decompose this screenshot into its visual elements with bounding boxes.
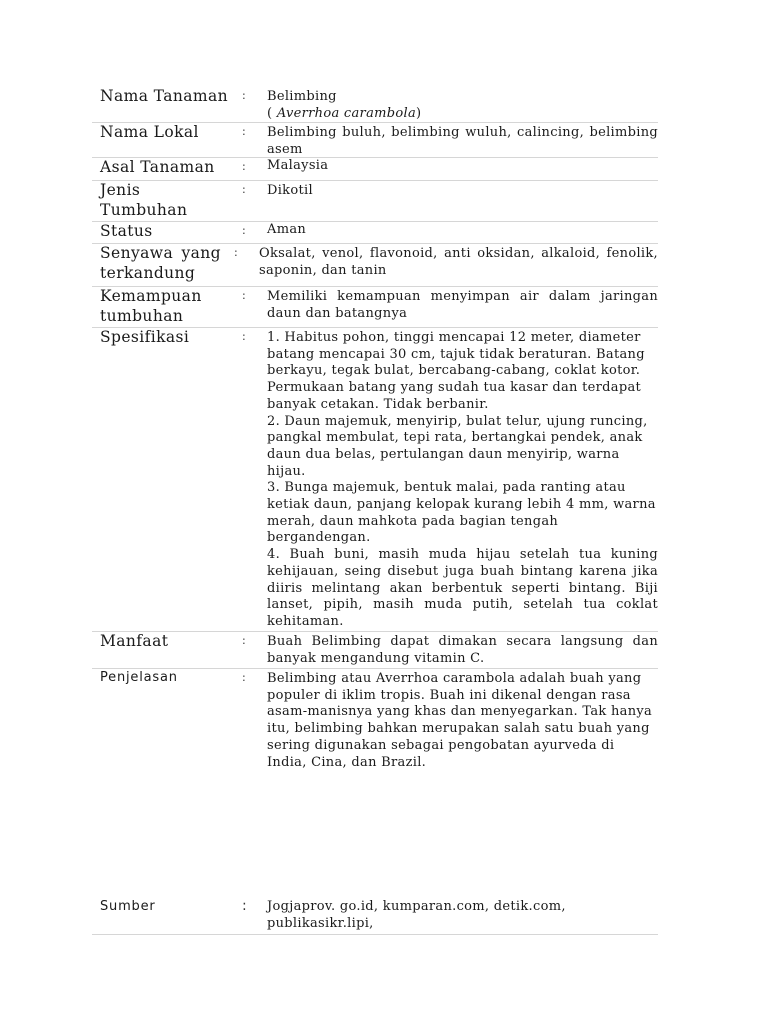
colon: : [242,330,246,343]
value-nama-lokal: Belimbing buluh, belimbing wuluh, calincing, belimbing asem [267,125,658,157]
label-senyawa: Senyawa yang terkandung [100,244,221,282]
paren-open: ( [267,105,277,121]
value-kemampuan: Memiliki kemampuan menyimpan air dalam jaringan daun dan batangnya [267,289,658,321]
row-senyawa [92,244,658,287]
row-nama-tanaman [92,87,658,123]
colon: : [242,89,246,102]
colon: : [242,898,247,914]
colon: : [242,160,246,173]
value-nama-tanaman [267,87,658,122]
row-penjelasan [92,669,658,895]
spesifikasi-item: 3. Bunga majemuk, bentuk malai, pada ranting atau ketiak daun, panjang kelopak kurang lebih 4 mm, warna merah, daun mahkota pada bagian tengah bergandengan. [267,480,656,546]
label-penjelasan: Penjelasan [100,670,178,685]
label-status: Status [100,222,153,240]
row-asal-tanaman [92,158,658,181]
label-jenis-tumbuhan: Jenis Tumbuhan [100,181,188,219]
spesifikasi-item: 2. Daun majemuk, menyirip, bulat telur, ujung runcing, pangkal membulat, tepi rata, bertangkai pendek, anak daun dua belas, pertulangan daun menyirip, warna hijau. [267,413,648,479]
label-manfaat: Manfaat [100,632,169,650]
colon: : [242,634,246,647]
value-senyawa: Oksalat, venol, flavonoid, anti oksidan, alkaloid, fenolik, saponin, dan tanin [259,246,658,278]
spesifikasi-item: 1. Habitus pohon, tinggi mencapai 12 meter, diameter batang mencapai 30 cm, tajuk tidak beraturan. Batang berkayu, tegak bulat, bercabang-cabang, coklat kotor. Permukaan batang yang sudah tua kasar dan terdapat banyak cetakan. Tidak berbanir. [267,330,645,412]
spesifikasi-item: 4. Buah buni, masih muda hijau setelah tua kuning kehijauan, seing disebut juga buah bintang karena jika diiris melintang akan berbentuk seperti bintang. Biji lanset, pipih, masih muda putih, setelah tua coklat kehitaman. [267,547,658,629]
label-sumber: Sumber [100,899,156,914]
colon: : [242,224,246,237]
colon: : [234,246,238,259]
label-nama-lokal: Nama Lokal [100,123,199,141]
label-nama-tanaman: Nama Tanaman [100,87,228,105]
value-jenis-tumbuhan: Dikotil [267,183,313,198]
scientific-name-line [267,106,658,123]
label-asal-tanaman: Asal Tanaman [100,158,215,176]
plant-info-table [92,87,658,935]
row-sumber [92,895,658,935]
row-status [92,222,658,244]
value-sumber: Jogjaprov. go.id, kumparan.com, detik.com, publikasikr.lipi, [267,899,566,931]
colon: : [242,183,246,196]
colon: : [242,125,246,138]
value-status: Aman [267,222,307,237]
label-spesifikasi: Spesifikasi [100,328,190,346]
row-spesifikasi [92,328,658,632]
common-name: Belimbing [267,89,337,104]
paren-close: ) [416,105,422,121]
value-manfaat: Buah Belimbing dapat dimakan secara langsung dan banyak mengandung vitamin C. [267,634,658,666]
colon: : [242,289,246,302]
scientific-name: Averrhoa carambola [276,105,417,121]
label-kemampuan: Kemampuan tumbuhan [100,287,202,325]
value-penjelasan: Belimbing atau Averrhoa carambola adalah buah yang populer di iklim tropis. Buah ini dikenal dengan rasa asam-manisnya yang khas dan menyegarkan. Tak hanya itu, belimbing bahkan merupakan salah satu buah yang sering digunakan sebagai pengobatan ayurveda di India, Cina, dan Brazil. [267,671,653,770]
row-nama-lokal [92,123,658,158]
colon: : [242,671,246,684]
row-manfaat [92,632,658,669]
value-asal-tanaman: Malaysia [267,158,329,173]
row-jenis-tumbuhan [92,181,658,222]
row-kemampuan [92,287,658,328]
value-spesifikasi [267,328,658,631]
